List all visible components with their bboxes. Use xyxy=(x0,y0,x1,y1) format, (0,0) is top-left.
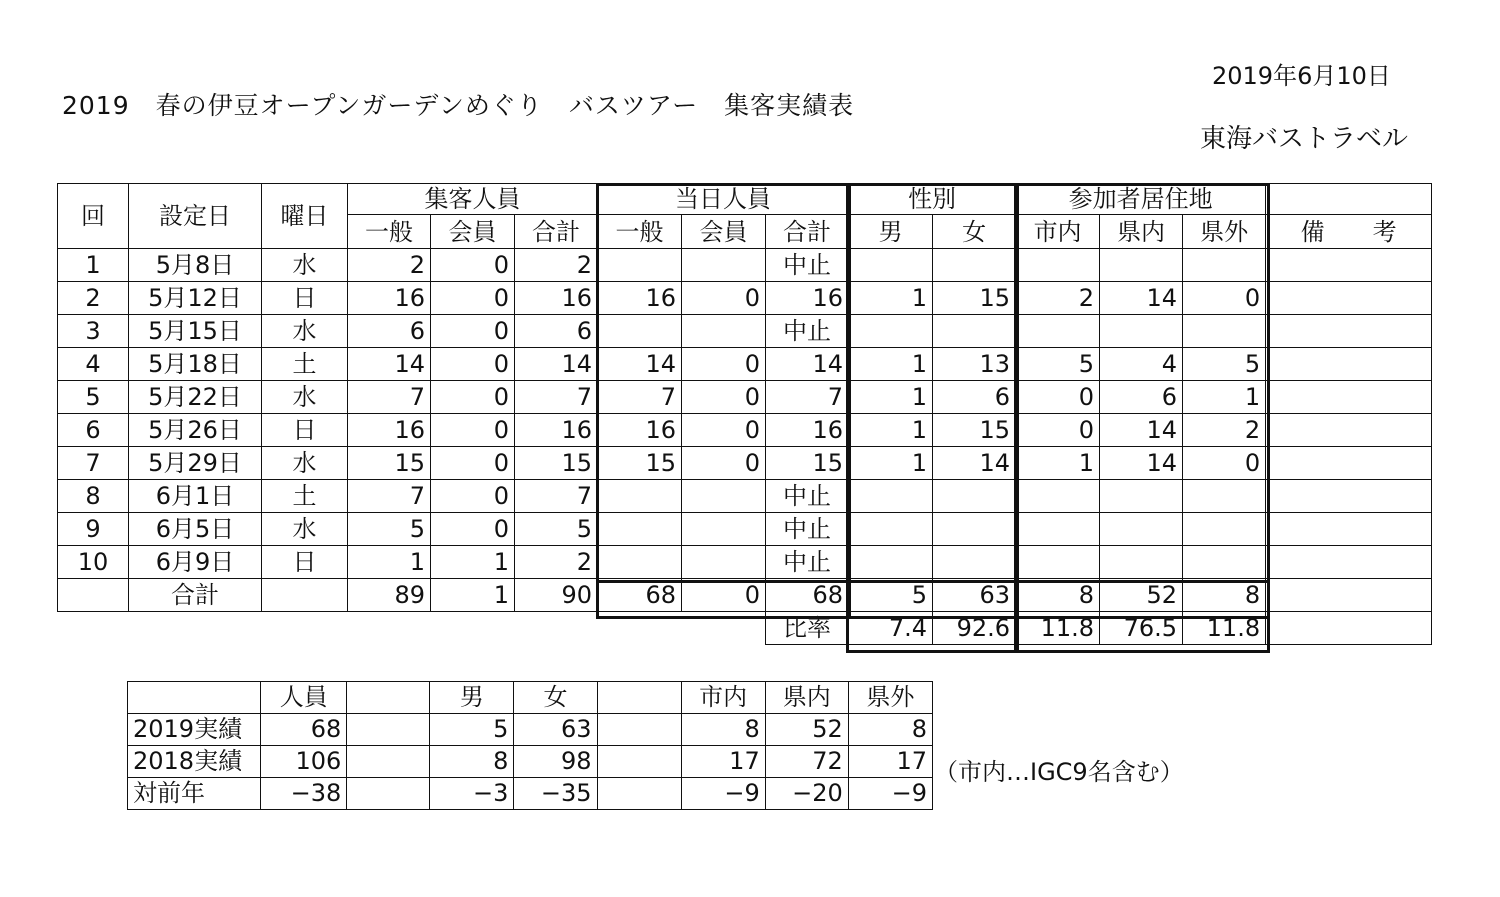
total-outside: 8 xyxy=(1183,579,1266,612)
total-member: 1 xyxy=(431,579,515,612)
cell-dayof-general xyxy=(598,513,682,546)
cell-member: 0 xyxy=(431,315,515,348)
cell-pref: 6 xyxy=(1100,381,1183,414)
cell-dayof-general: 16 xyxy=(598,282,682,315)
cell-dayof-general xyxy=(598,315,682,348)
cell-total: 7 xyxy=(515,480,598,513)
cell-dayof-general: 16 xyxy=(598,414,682,447)
cell-dayof-general: 15 xyxy=(598,447,682,480)
cell-outside: 2 xyxy=(1183,414,1266,447)
cell-total: 6 xyxy=(515,315,598,348)
cell-male xyxy=(849,480,933,513)
cell-remarks xyxy=(1266,546,1432,579)
cell-remarks xyxy=(1266,480,1432,513)
total-remarks xyxy=(1266,579,1432,612)
cell-weekday: 水 xyxy=(262,447,348,480)
cell-outside xyxy=(1183,480,1266,513)
summary-cell-male: 5 xyxy=(430,714,514,746)
cell-male: 1 xyxy=(849,447,933,480)
cell-member: 1 xyxy=(431,546,515,579)
cell-female xyxy=(933,513,1016,546)
cell-general: 7 xyxy=(348,480,431,513)
cell-date: 5月15日 xyxy=(129,315,262,348)
ratio-remarks xyxy=(1266,612,1432,645)
header-booking: 集客人員 xyxy=(348,184,598,215)
header-male: 男 xyxy=(849,215,933,249)
header-outside: 県外 xyxy=(1183,215,1266,249)
cell-dayof-member: 0 xyxy=(682,348,766,381)
table-row xyxy=(58,414,1432,447)
summary-cell-female: 63 xyxy=(514,714,597,746)
cell-outside xyxy=(1183,249,1266,282)
cell-female xyxy=(933,315,1016,348)
cell-total: 2 xyxy=(515,546,598,579)
summary-cell-city: −9 xyxy=(681,778,765,810)
cell-dayof-member xyxy=(682,480,766,513)
cell-round: 8 xyxy=(58,480,129,513)
summary-cell-label: 2018実績 xyxy=(128,746,261,778)
summary-header-female: 女 xyxy=(514,682,597,714)
cell-outside xyxy=(1183,315,1266,348)
header-gender: 性別 xyxy=(849,184,1016,215)
cell-round: 5 xyxy=(58,381,129,414)
cell-date: 5月12日 xyxy=(129,282,262,315)
total-label: 合計 xyxy=(129,579,262,612)
cell-dayof-member: 0 xyxy=(682,381,766,414)
cell-date: 6月1日 xyxy=(129,480,262,513)
cell-male: 1 xyxy=(849,348,933,381)
cell-general: 7 xyxy=(348,381,431,414)
summary-cell-city: 17 xyxy=(681,746,765,778)
cell-total: 7 xyxy=(515,381,598,414)
cell-dayof-member xyxy=(682,249,766,282)
total-dayof-total: 68 xyxy=(766,579,849,612)
table-row xyxy=(58,348,1432,381)
cell-dayof-total: 中止 xyxy=(766,480,849,513)
cell-round: 10 xyxy=(58,546,129,579)
cell-total: 2 xyxy=(515,249,598,282)
cell-remarks xyxy=(1266,381,1432,414)
summary-cell-gap2 xyxy=(597,714,681,746)
cell-member: 0 xyxy=(431,282,515,315)
cell-general: 5 xyxy=(348,513,431,546)
summary-cell-people: −38 xyxy=(261,778,347,810)
total-wd xyxy=(262,579,348,612)
ratio-blank xyxy=(58,612,766,645)
total-dayof-general: 68 xyxy=(598,579,682,612)
header-dayof-total: 合計 xyxy=(766,215,849,249)
cell-female xyxy=(933,546,1016,579)
total-dayof-member: 0 xyxy=(682,579,766,612)
summary-cell-female: −35 xyxy=(514,778,597,810)
header-round: 回 xyxy=(58,184,129,249)
cell-date: 6月5日 xyxy=(129,513,262,546)
cell-member: 0 xyxy=(431,381,515,414)
cell-remarks xyxy=(1266,348,1432,381)
table-row xyxy=(58,546,1432,579)
cell-round: 7 xyxy=(58,447,129,480)
cell-female: 6 xyxy=(933,381,1016,414)
cell-pref xyxy=(1100,315,1183,348)
header-dayof-general: 一般 xyxy=(598,215,682,249)
cell-total: 16 xyxy=(515,414,598,447)
cell-female: 14 xyxy=(933,447,1016,480)
cell-member: 0 xyxy=(431,480,515,513)
cell-weekday: 土 xyxy=(262,348,348,381)
cell-dayof-member: 0 xyxy=(682,447,766,480)
residence-note: （市内…IGC9名含む） xyxy=(934,758,1184,786)
header-dayof-member: 会員 xyxy=(682,215,766,249)
summary-cell-gap1 xyxy=(347,714,430,746)
cell-dayof-general xyxy=(598,249,682,282)
cell-dayof-member: 0 xyxy=(682,414,766,447)
summary-cell-gap1 xyxy=(347,746,430,778)
cell-remarks xyxy=(1266,315,1432,348)
table-row xyxy=(58,315,1432,348)
ratio-city: 11.8 xyxy=(1016,612,1100,645)
cell-city: 2 xyxy=(1016,282,1100,315)
ratio-female: 92.6 xyxy=(933,612,1016,645)
cell-weekday: 日 xyxy=(262,546,348,579)
cell-pref: 4 xyxy=(1100,348,1183,381)
cell-weekday: 水 xyxy=(262,249,348,282)
company-name: 東海バストラベル xyxy=(1200,124,1409,154)
cell-dayof-member: 0 xyxy=(682,282,766,315)
cell-dayof-total: 中止 xyxy=(766,546,849,579)
cell-date: 5月26日 xyxy=(129,414,262,447)
cell-member: 0 xyxy=(431,447,515,480)
cell-city xyxy=(1016,315,1100,348)
cell-general: 1 xyxy=(348,546,431,579)
cell-pref xyxy=(1100,513,1183,546)
cell-city: 1 xyxy=(1016,447,1100,480)
cell-dayof-total: 中止 xyxy=(766,315,849,348)
table-row xyxy=(58,381,1432,414)
header-weekday: 曜日 xyxy=(262,184,348,249)
cell-remarks xyxy=(1266,282,1432,315)
cell-round: 3 xyxy=(58,315,129,348)
total-no xyxy=(58,579,129,612)
summary-cell-male: 8 xyxy=(430,746,514,778)
summary-cell-gap2 xyxy=(597,778,681,810)
header-female: 女 xyxy=(933,215,1016,249)
cell-outside: 5 xyxy=(1183,348,1266,381)
cell-outside xyxy=(1183,513,1266,546)
cell-outside: 0 xyxy=(1183,447,1266,480)
cell-round: 4 xyxy=(58,348,129,381)
ratio-row xyxy=(58,612,1432,645)
cell-city xyxy=(1016,513,1100,546)
summary-header-gap1 xyxy=(347,682,430,714)
summary-cell-gap1 xyxy=(347,778,430,810)
cell-round: 9 xyxy=(58,513,129,546)
summary-cell-outside: 8 xyxy=(848,714,932,746)
summary-cell-pref: 72 xyxy=(765,746,848,778)
cell-city xyxy=(1016,546,1100,579)
cell-city: 5 xyxy=(1016,348,1100,381)
summary-header-male: 男 xyxy=(430,682,514,714)
cell-total: 14 xyxy=(515,348,598,381)
summary-header-people: 人員 xyxy=(261,682,347,714)
total-female: 63 xyxy=(933,579,1016,612)
cell-dayof-general xyxy=(598,546,682,579)
header-pref: 県内 xyxy=(1100,215,1183,249)
cell-general: 16 xyxy=(348,282,431,315)
cell-date: 6月9日 xyxy=(129,546,262,579)
cell-remarks xyxy=(1266,249,1432,282)
summary-table xyxy=(127,681,933,810)
cell-total: 16 xyxy=(515,282,598,315)
cell-general: 6 xyxy=(348,315,431,348)
cell-weekday: 日 xyxy=(262,414,348,447)
cell-round: 1 xyxy=(58,249,129,282)
cell-date: 5月22日 xyxy=(129,381,262,414)
total-general: 89 xyxy=(348,579,431,612)
cell-general: 2 xyxy=(348,249,431,282)
summary-cell-outside: 17 xyxy=(848,746,932,778)
summary-row xyxy=(128,746,933,778)
report-title: 2019 春の伊豆オープンガーデンめぐり バスツアー 集客実績表 xyxy=(62,91,855,120)
cell-dayof-member xyxy=(682,513,766,546)
cell-remarks xyxy=(1266,513,1432,546)
summary-cell-gap2 xyxy=(597,746,681,778)
cell-female xyxy=(933,480,1016,513)
cell-outside: 1 xyxy=(1183,381,1266,414)
cell-dayof-general: 14 xyxy=(598,348,682,381)
cell-pref xyxy=(1100,249,1183,282)
total-city: 8 xyxy=(1016,579,1100,612)
cell-pref xyxy=(1100,546,1183,579)
cell-dayof-general xyxy=(598,480,682,513)
header-member: 会員 xyxy=(431,215,515,249)
cell-dayof-total: 14 xyxy=(766,348,849,381)
cell-dayof-total: 中止 xyxy=(766,249,849,282)
header-remarks-top xyxy=(1266,184,1432,215)
header-total: 合計 xyxy=(515,215,598,249)
cell-weekday: 水 xyxy=(262,315,348,348)
cell-member: 0 xyxy=(431,513,515,546)
summary-header-pref: 県内 xyxy=(765,682,848,714)
summary-cell-label: 対前年 xyxy=(128,778,261,810)
cell-weekday: 水 xyxy=(262,381,348,414)
cell-member: 0 xyxy=(431,348,515,381)
cell-round: 6 xyxy=(58,414,129,447)
cell-date: 5月18日 xyxy=(129,348,262,381)
summary-header-outside: 県外 xyxy=(848,682,932,714)
cell-general: 14 xyxy=(348,348,431,381)
cell-female: 15 xyxy=(933,414,1016,447)
cell-male: 1 xyxy=(849,414,933,447)
table-row xyxy=(58,249,1432,282)
cell-member: 0 xyxy=(431,414,515,447)
cell-dayof-general: 7 xyxy=(598,381,682,414)
header-date: 設定日 xyxy=(129,184,262,249)
cell-female: 15 xyxy=(933,282,1016,315)
summary-cell-people: 68 xyxy=(261,714,347,746)
cell-weekday: 土 xyxy=(262,480,348,513)
summary-cell-outside: −9 xyxy=(848,778,932,810)
cell-dayof-member xyxy=(682,315,766,348)
summary-cell-label: 2019実績 xyxy=(128,714,261,746)
total-row xyxy=(58,579,1432,612)
summary-cell-female: 98 xyxy=(514,746,597,778)
summary-row xyxy=(128,714,933,746)
table-row xyxy=(58,447,1432,480)
cell-weekday: 水 xyxy=(262,513,348,546)
cell-male: 1 xyxy=(849,282,933,315)
cell-general: 15 xyxy=(348,447,431,480)
header-remarks: 備 考 xyxy=(1266,215,1432,249)
cell-male xyxy=(849,249,933,282)
summary-header-gap2 xyxy=(597,682,681,714)
total-total: 90 xyxy=(515,579,598,612)
summary-cell-city: 8 xyxy=(681,714,765,746)
header-city: 市内 xyxy=(1016,215,1100,249)
cell-city xyxy=(1016,249,1100,282)
cell-dayof-total: 16 xyxy=(766,414,849,447)
results-table xyxy=(57,183,1432,645)
summary-header-blank xyxy=(128,682,261,714)
summary-cell-male: −3 xyxy=(430,778,514,810)
cell-city: 0 xyxy=(1016,414,1100,447)
cell-outside xyxy=(1183,546,1266,579)
ratio-male: 7.4 xyxy=(849,612,933,645)
cell-date: 5月29日 xyxy=(129,447,262,480)
header-general: 一般 xyxy=(348,215,431,249)
total-male: 5 xyxy=(849,579,933,612)
header-dayof: 当日人員 xyxy=(598,184,849,215)
cell-male xyxy=(849,546,933,579)
ratio-label: 比率 xyxy=(766,612,849,645)
cell-pref: 14 xyxy=(1100,447,1183,480)
cell-city: 0 xyxy=(1016,381,1100,414)
cell-dayof-total: 中止 xyxy=(766,513,849,546)
cell-outside: 0 xyxy=(1183,282,1266,315)
cell-total: 5 xyxy=(515,513,598,546)
cell-male xyxy=(849,513,933,546)
header-residence: 参加者居住地 xyxy=(1016,184,1266,215)
cell-round: 2 xyxy=(58,282,129,315)
table-row xyxy=(58,480,1432,513)
summary-cell-pref: −20 xyxy=(765,778,848,810)
table-row xyxy=(58,282,1432,315)
summary-cell-people: 106 xyxy=(261,746,347,778)
summary-header-city: 市内 xyxy=(681,682,765,714)
cell-pref: 14 xyxy=(1100,414,1183,447)
cell-member: 0 xyxy=(431,249,515,282)
total-pref: 52 xyxy=(1100,579,1183,612)
cell-weekday: 日 xyxy=(262,282,348,315)
cell-dayof-total: 15 xyxy=(766,447,849,480)
cell-female xyxy=(933,249,1016,282)
cell-dayof-total: 16 xyxy=(766,282,849,315)
cell-remarks xyxy=(1266,447,1432,480)
cell-male: 1 xyxy=(849,381,933,414)
cell-city xyxy=(1016,480,1100,513)
summary-cell-pref: 52 xyxy=(765,714,848,746)
cell-dayof-member xyxy=(682,546,766,579)
cell-dayof-total: 7 xyxy=(766,381,849,414)
cell-total: 15 xyxy=(515,447,598,480)
cell-remarks xyxy=(1266,414,1432,447)
report-date: 2019年6月10日 xyxy=(1212,62,1391,90)
ratio-pref: 76.5 xyxy=(1100,612,1183,645)
cell-pref xyxy=(1100,480,1183,513)
cell-pref: 14 xyxy=(1100,282,1183,315)
ratio-outside: 11.8 xyxy=(1183,612,1266,645)
cell-female: 13 xyxy=(933,348,1016,381)
cell-date: 5月8日 xyxy=(129,249,262,282)
cell-general: 16 xyxy=(348,414,431,447)
summary-row xyxy=(128,778,933,810)
cell-male xyxy=(849,315,933,348)
table-row xyxy=(58,513,1432,546)
